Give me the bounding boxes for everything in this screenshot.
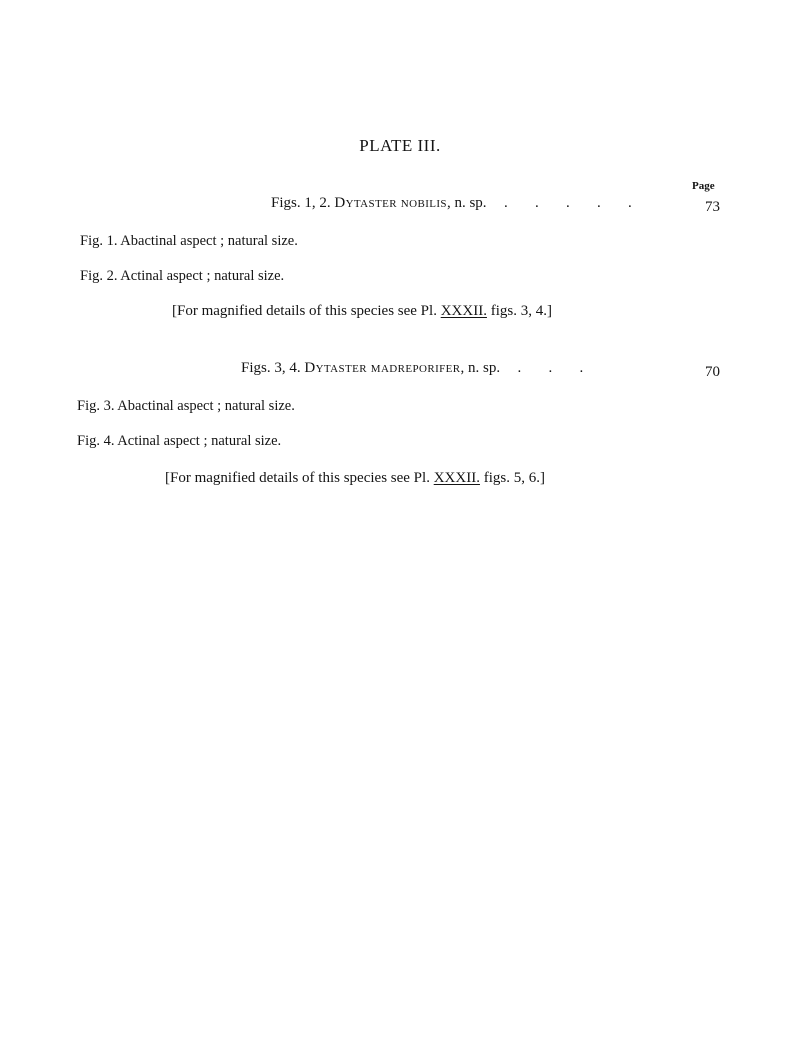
figure-label: Fig. 3.	[77, 398, 115, 414]
page-number-1: 73	[705, 199, 720, 215]
figure-text: Abactinal aspect ; natural size.	[120, 233, 298, 249]
page-number-2: 70	[705, 364, 720, 380]
details-note-2	[165, 470, 545, 487]
species-heading-1	[271, 195, 645, 212]
figure-label: Fig. 1.	[80, 233, 118, 249]
species-name: nobilis	[400, 195, 447, 211]
figure-caption	[77, 398, 295, 415]
note-figures: figs. 5, 6.]	[483, 470, 545, 486]
figure-caption	[80, 268, 284, 285]
species-heading-2	[241, 360, 597, 377]
fig-range: Figs. 3, 4.	[241, 360, 301, 376]
figure-text: Actinal aspect ; natural size.	[117, 433, 282, 449]
note-figures: figs. 3, 4.]	[490, 303, 552, 319]
details-note-1	[172, 303, 552, 320]
genus-name: Dytaster	[304, 360, 368, 376]
figure-label: Fig. 2.	[80, 268, 118, 284]
dot-leaders: . . . . .	[503, 195, 632, 211]
figure-label: Fig. 4.	[77, 433, 115, 449]
figure-caption	[80, 233, 298, 250]
page-column-label: Page	[692, 180, 715, 192]
figure-text: Abactinal aspect ; natural size.	[117, 398, 295, 414]
genus-name: Dytaster	[334, 195, 398, 211]
plate-reference: XXXII.	[440, 303, 487, 319]
fig-range: Figs. 1, 2.	[271, 195, 331, 211]
plate-title: PLATE III.	[359, 136, 441, 155]
note-prefix: [For magnified details of this species see Pl.	[172, 303, 437, 319]
species-suffix: , n. sp.	[460, 360, 501, 376]
figure-caption	[77, 433, 281, 450]
species-suffix: , n. sp.	[446, 195, 487, 211]
figure-text: Actinal aspect ; natural size.	[120, 268, 285, 284]
dot-leaders: . . .	[517, 360, 584, 376]
species-name: madreporifer	[370, 360, 461, 376]
note-prefix: [For magnified details of this species see Pl.	[165, 470, 430, 486]
plate-reference: XXXII.	[433, 470, 480, 486]
